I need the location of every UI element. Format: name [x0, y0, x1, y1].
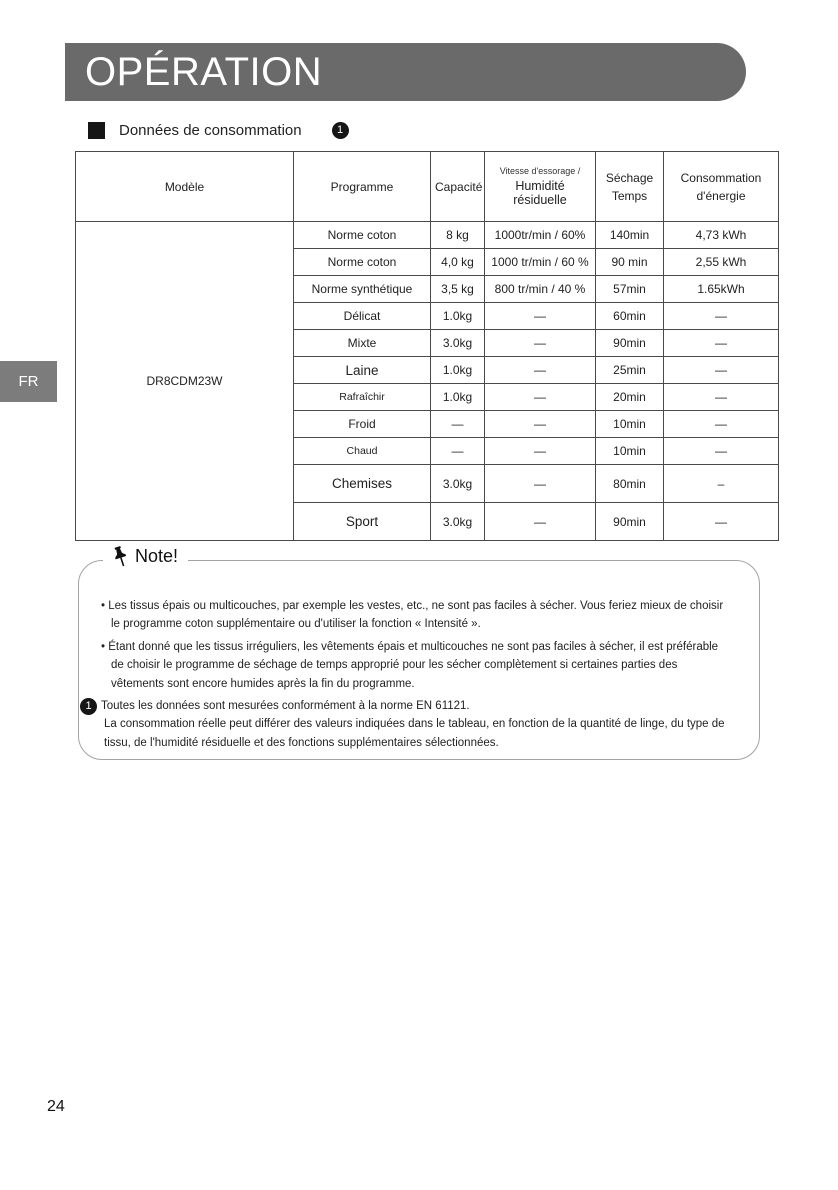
capacity-cell: 3.0kg [431, 503, 485, 541]
energy-cell: 1.65kWh [664, 276, 779, 303]
header-model: Modèle [76, 152, 294, 222]
time-cell: 10min [596, 438, 664, 465]
program-cell: Norme coton [294, 222, 431, 249]
pushpin-icon [110, 544, 131, 569]
capacity-cell: 1.0kg [431, 357, 485, 384]
spin-cell: — [485, 465, 596, 503]
capacity-cell: 1.0kg [431, 384, 485, 411]
spin-cell: — [485, 503, 596, 541]
spin-cell: — [485, 357, 596, 384]
energy-cell: — [664, 503, 779, 541]
table-header-row [76, 152, 779, 222]
spin-cell: — [485, 330, 596, 357]
capacity-cell: — [431, 411, 485, 438]
program-cell: Norme synthétique [294, 276, 431, 303]
page-number: 24 [47, 1098, 65, 1115]
time-cell: 90 min [596, 249, 664, 276]
capacity-cell: 3.0kg [431, 465, 485, 503]
time-cell: 80min [596, 465, 664, 503]
spin-cell: 1000tr/min / 60% [485, 222, 596, 249]
time-cell: 60min [596, 303, 664, 330]
note-bullet-2-text: Étant donné que les tissus irréguliers, les vêtements épais et multicouches ne sont pas faciles à sécher, il est préférable de choisir le programme de séchage de temps approprié pour les sécher complètement si certaines parties des vêtements sont encore humides après la fin du programme. [108, 640, 719, 690]
model-cell: DR8CDM23W [76, 222, 294, 541]
section-footnote-badge: 1 [332, 122, 349, 139]
program-cell: Froid [294, 411, 431, 438]
capacity-cell: 4,0 kg [431, 249, 485, 276]
time-cell: 140min [596, 222, 664, 249]
capacity-cell: — [431, 438, 485, 465]
spin-cell: — [485, 303, 596, 330]
spin-cell: — [485, 438, 596, 465]
header-energy: Consommation d'énergie [664, 152, 779, 222]
energy-cell: — [664, 411, 779, 438]
spin-cell: — [485, 384, 596, 411]
note-numbered [85, 697, 733, 752]
header-program: Programme [294, 152, 431, 222]
time-cell: 20min [596, 384, 664, 411]
program-cell: Délicat [294, 303, 431, 330]
header-drying-time: Séchage Temps [596, 152, 664, 222]
note-box [78, 546, 760, 760]
capacity-cell: 3,5 kg [431, 276, 485, 303]
time-cell: 90min [596, 503, 664, 541]
capacity-cell: 3.0kg [431, 330, 485, 357]
program-cell: Sport [294, 503, 431, 541]
time-cell: 10min [596, 411, 664, 438]
header-spin-humidity [485, 152, 596, 222]
energy-cell: — [664, 357, 779, 384]
program-cell: Chaud [294, 438, 431, 465]
note-content [79, 561, 759, 752]
energy-cell: 2,55 kWh [664, 249, 779, 276]
note-bullet-1-text: Les tissus épais ou multicouches, par exemple les vestes, etc., ne sont pas faciles à sécher. Vous feriez mieux de choisir le programme coton supplémentaire ou d'utiliser la fonction « Intensité ». [108, 600, 724, 631]
program-cell: Rafraîchir [294, 384, 431, 411]
table-row [76, 222, 779, 249]
energy-cell: — [664, 303, 779, 330]
spin-cell: 800 tr/min / 40 % [485, 276, 596, 303]
spin-cell: — [485, 411, 596, 438]
energy-cell: 4,73 kWh [664, 222, 779, 249]
consumption-table [75, 151, 779, 541]
program-cell: Mixte [294, 330, 431, 357]
energy-cell: — [664, 438, 779, 465]
note-numbered-line2: La consommation réelle peut différer des valeurs indiquées dans le tableau, en fonction de la quantité de linge, du type de tissu, de l'humidité résiduelle et des fonctions supplémentaires sélectionnées. [104, 718, 725, 749]
section-bullet-icon [88, 122, 105, 139]
note-title-wrap [103, 546, 188, 567]
note-bullet-2: • Étant donné que les tissus irréguliers, les vêtements épais et multicouches ne sont pas faciles à sécher, il est préférable de choisir le programme de séchage de temps approprié pour les sécher complètement si certaines parties des vêtements sont encore humides après la fin du programme. [101, 640, 719, 690]
program-cell: Norme coton [294, 249, 431, 276]
capacity-cell: 1.0kg [431, 303, 485, 330]
note-numbered-line1: Toutes les données sont mesurées conformément à la norme EN 61121. [101, 699, 470, 712]
page-title-banner [65, 43, 746, 101]
time-cell: 57min [596, 276, 664, 303]
section-title: Données de consommation [119, 122, 302, 139]
note-footnote-badge: 1 [80, 698, 97, 715]
time-cell: 25min [596, 357, 664, 384]
capacity-cell: 8 kg [431, 222, 485, 249]
header-residual-humidity: Humidité résiduelle [513, 179, 567, 207]
program-cell: Laine [294, 357, 431, 384]
note-bullet-1: • Les tissus épais ou multicouches, par exemple les vestes, etc., ne sont pas faciles à sécher. Vous feriez mieux de choisir le programme coton supplémentaire ou d'utiliser la fonction « Intensité ». [101, 600, 724, 631]
section-heading [88, 122, 349, 139]
energy-cell: — [664, 330, 779, 357]
energy-cell: – [664, 465, 779, 503]
language-tab: FR [0, 361, 57, 402]
page-title: OPÉRATION [85, 49, 323, 94]
header-capacity: Capacité [431, 152, 485, 222]
note-title: Note! [135, 546, 179, 566]
header-spin-speed: Vitesse d'essorage / [499, 166, 581, 176]
time-cell: 90min [596, 330, 664, 357]
spin-cell: 1000 tr/min / 60 % [485, 249, 596, 276]
program-cell: Chemises [294, 465, 431, 503]
energy-cell: — [664, 384, 779, 411]
